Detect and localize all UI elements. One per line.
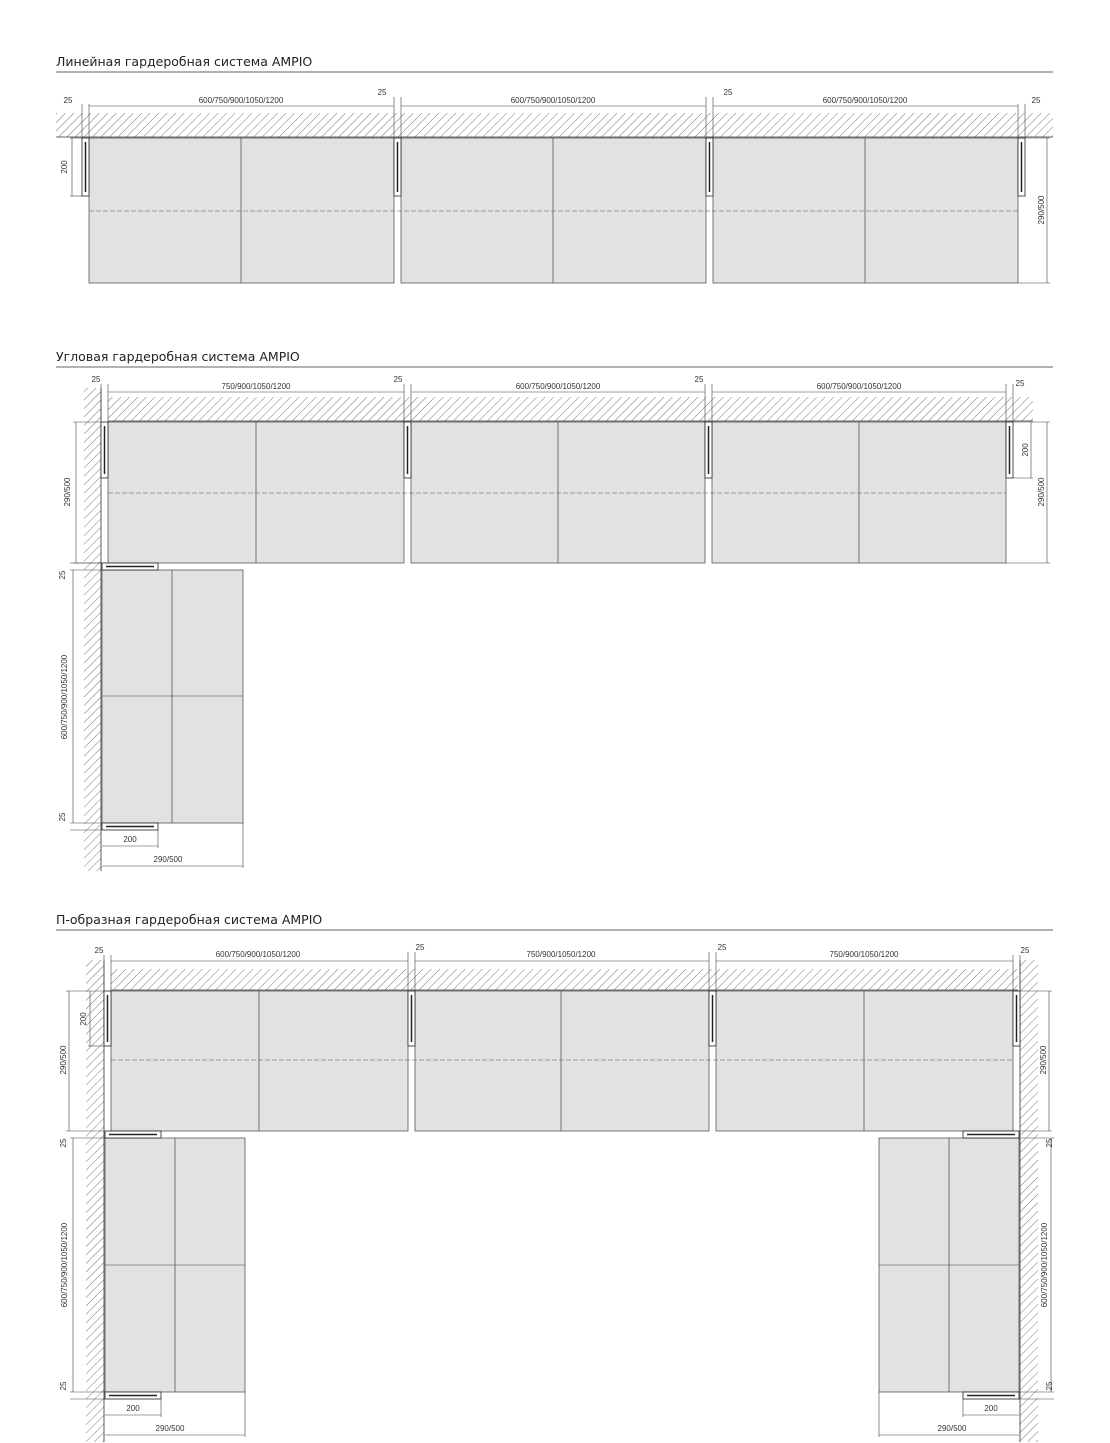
wall-hatch (86, 960, 104, 1442)
dim-post: 200 (79, 1012, 88, 1026)
wall-hatch (108, 397, 1033, 421)
wardrobe-panel (89, 138, 394, 283)
dim-gap: 25 (1015, 379, 1025, 388)
dim-gap: 25 (91, 375, 101, 384)
wardrobe-panel (716, 991, 1013, 1131)
wardrobe-panel (713, 138, 1018, 283)
dim-depth: 290/500 (1039, 1045, 1048, 1075)
dim-gap: 25 (59, 1138, 68, 1148)
dim-width: 600/750/900/1050/1200 (215, 950, 301, 959)
dim-post: 200 (123, 835, 137, 844)
dim-gap: 25 (94, 946, 104, 955)
dim-gap: 25 (723, 88, 733, 97)
dim-gap: 25 (377, 88, 387, 97)
title-corner: Угловая гардеробная система AMPIO (56, 349, 300, 364)
dim-gap: 25 (694, 375, 704, 384)
dim-depth: 290/500 (155, 1424, 185, 1433)
dim-side-width: 600/750/900/1050/1200 (1040, 1222, 1049, 1308)
dim-gap: 25 (1031, 96, 1041, 105)
dim-gap: 25 (63, 96, 73, 105)
dim-depth: 290/500 (1037, 195, 1046, 225)
dim-width: 750/900/1050/1200 (829, 950, 899, 959)
dim-gap: 25 (1045, 1381, 1054, 1391)
dim-depth: 290/500 (59, 1045, 68, 1075)
dim-gap: 25 (1020, 946, 1030, 955)
dim-width: 750/900/1050/1200 (526, 950, 596, 959)
dim-post: 200 (126, 1404, 140, 1413)
wardrobe-panel (415, 991, 709, 1131)
dim-gap: 25 (415, 943, 425, 952)
wardrobe-panel (401, 138, 706, 283)
dim-gap: 25 (58, 570, 67, 580)
dim-width: 600/750/900/1050/1200 (515, 382, 601, 391)
u-shaped-layout (56, 930, 1054, 1442)
dim-post: 200 (984, 1404, 998, 1413)
dim-side-width: 600/750/900/1050/1200 (60, 1222, 69, 1308)
dim-depth: 290/500 (937, 1424, 967, 1433)
dim-depth: 290/500 (1037, 477, 1046, 507)
dim-post: 200 (1021, 443, 1030, 457)
dim-gap: 25 (717, 943, 727, 952)
corner-layout (56, 367, 1053, 871)
dim-gap: 25 (59, 1381, 68, 1391)
dim-depth: 290/500 (153, 855, 183, 864)
title-linear: Линейная гардеробная система AMPIO (56, 54, 313, 69)
dim-gap: 25 (58, 812, 67, 822)
dim-post: 200 (60, 160, 69, 174)
dim-width: 750/900/1050/1200 (221, 382, 291, 391)
linear-layout (56, 72, 1053, 283)
dim-width: 600/750/900/1050/1200 (816, 382, 902, 391)
wardrobe-panel (111, 991, 408, 1131)
title-u-shaped: П-образная гардеробная система AMPIO (56, 912, 323, 927)
dim-width: 600/750/900/1050/1200 (822, 96, 908, 105)
dim-gap: 25 (393, 375, 403, 384)
dim-side-width: 600/750/900/1050/1200 (60, 654, 69, 740)
wardrobe-panel (102, 570, 243, 823)
wall-hatch (56, 113, 1053, 137)
dim-gap: 25 (1045, 1138, 1054, 1148)
wall-hatch (1020, 960, 1038, 1442)
wall-hatch (84, 388, 101, 871)
dim-width: 600/750/900/1050/1200 (510, 96, 596, 105)
dim-width: 600/750/900/1050/1200 (198, 96, 284, 105)
dim-depth: 290/500 (63, 477, 72, 507)
wall-hatch (111, 969, 1018, 990)
